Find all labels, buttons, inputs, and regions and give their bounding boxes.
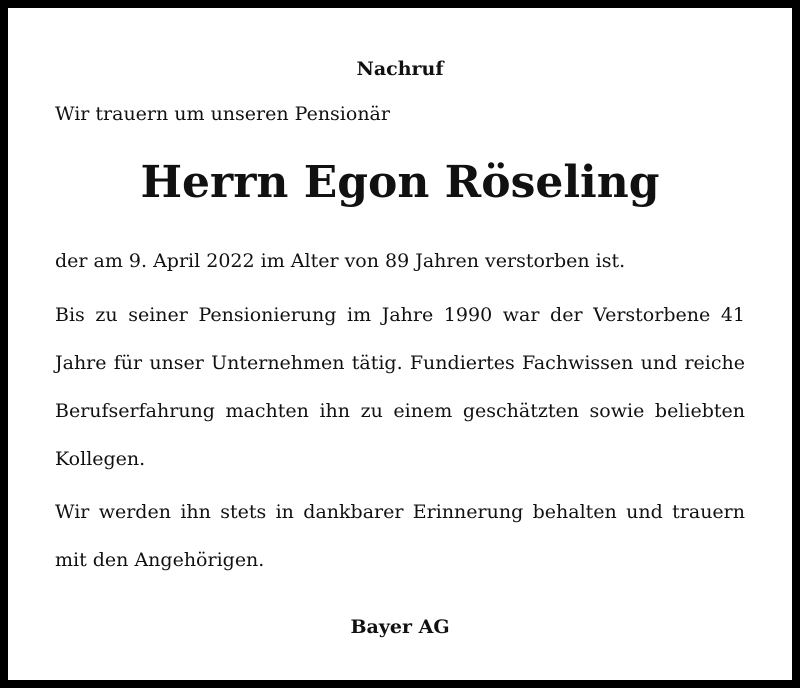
remembrance-paragraph: Wir werden ihn stets in dankbarer Erinnerung behalten und trauern mit den Angehörigen.	[55, 501, 745, 571]
company-signature: Bayer AG	[350, 616, 450, 638]
death-date-paragraph: der am 9. April 2022 im Alter von 89 Jahren verstorben ist.	[55, 250, 626, 272]
notice-heading: Nachruf	[356, 58, 444, 80]
career-paragraph: Bis zu seiner Pensionierung im Jahre 1990 war der Verstorbene 41 Jahre für unser Unternehmen tätig. Fundiertes Fachwissen und reiche Berufserfahrung machten ihn zu einem geschätzten sowie beliebten Kollegen.	[55, 304, 745, 470]
intro-line: Wir trauern um unseren Pensionär	[55, 103, 390, 125]
deceased-name: Herrn Egon Röseling	[140, 157, 660, 208]
